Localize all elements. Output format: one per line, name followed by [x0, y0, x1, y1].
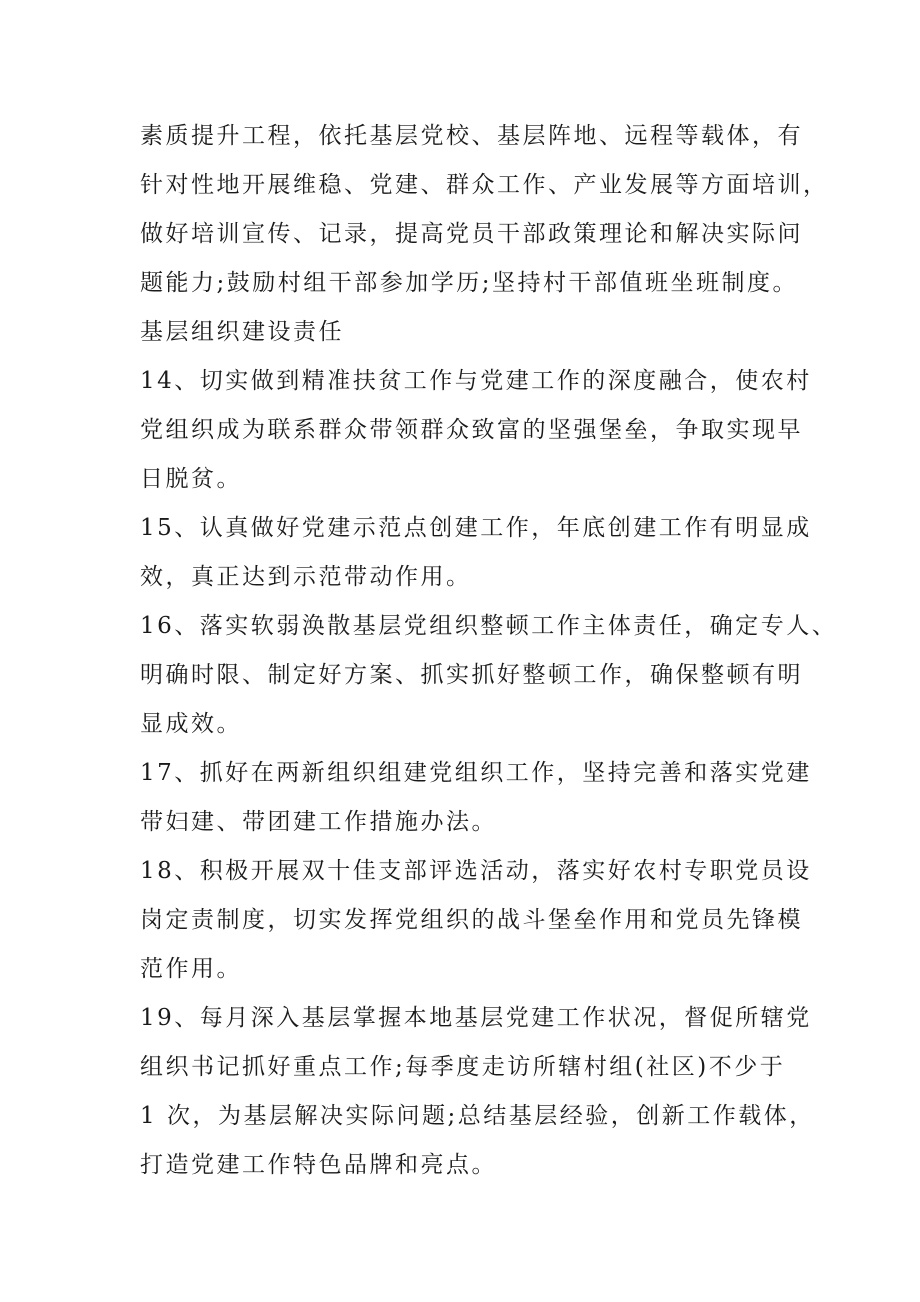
paragraph-line: 题能力;鼓励村组干部参加学历;坚持村干部值班坐班制度。: [140, 270, 798, 296]
item-16-line: 明确时限、制定好方案、抓实抓好整顿工作，确保整顿有明: [140, 662, 803, 688]
item-16-line: 16、落实软弱涣散基层党组织整顿工作主体责任，确定专人、: [140, 613, 838, 639]
item-14-line: 日脱贫。: [140, 466, 242, 492]
item-18-line: 范作用。: [140, 956, 242, 982]
paragraph-line: 做好培训宣传、记录，提高党员干部政策理论和解决实际问: [140, 221, 803, 247]
item-17-line: 17、抓好在两新组织组建党组织工作，坚持完善和落实党建: [140, 760, 812, 786]
section-heading: 基层组织建设责任: [140, 319, 344, 345]
item-19-line: 打造党建工作特色品牌和亮点。: [140, 1152, 497, 1178]
item-17-line: 带妇建、带团建工作措施办法。: [140, 809, 497, 835]
paragraph-line: 针对性地开展维稳、党建、群众工作、产业发展等方面培训，: [140, 172, 829, 198]
item-14-line: 党组织成为联系群众带领群众致富的坚强堡垒，争取实现早: [140, 417, 803, 443]
item-15-line: 15、认真做好党建示范点创建工作，年底创建工作有明显成: [140, 515, 812, 541]
paragraph-line: 素质提升工程，依托基层党校、基层阵地、远程等载体，有: [140, 123, 803, 149]
item-19-line: 19、每月深入基层掌握本地基层党建工作状况，督促所辖党: [140, 1005, 812, 1031]
document-body: [140, 112, 838, 1190]
item-15-line: 效，真正达到示范带动作用。: [140, 564, 472, 590]
item-19-line: 组织书记抓好重点工作;每季度走访所辖村组(社区)不少于: [140, 1054, 786, 1080]
item-19-line: 1 次，为基层解决实际问题;总结基层经验，创新工作载体，: [140, 1103, 815, 1129]
item-16-line: 显成效。: [140, 711, 242, 737]
item-18-line: 岗定责制度，切实发挥党组织的战斗堡垒作用和党员先锋模: [140, 907, 803, 933]
item-14-line: 14、切实做到精准扶贫工作与党建工作的深度融合，使农村: [140, 368, 812, 394]
item-18-line: 18、积极开展双十佳支部评选活动，落实好农村专职党员设: [140, 858, 812, 884]
